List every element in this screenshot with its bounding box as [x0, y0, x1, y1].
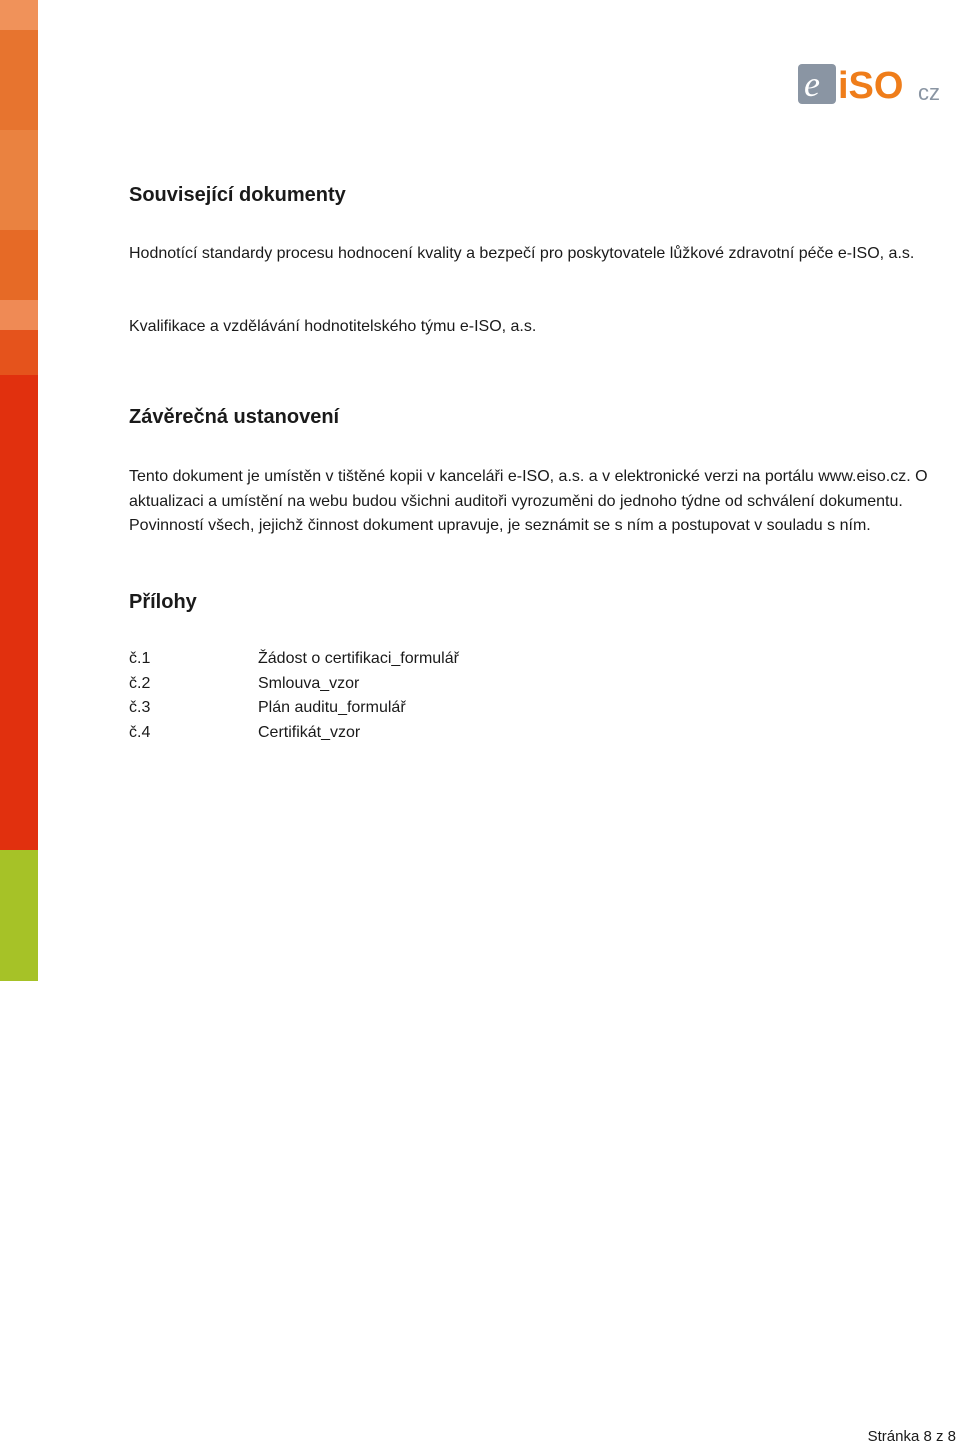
- attachments-list: [129, 650, 459, 748]
- attachment-row: [129, 699, 459, 724]
- attachment-name: Smlouva_vzor: [258, 674, 360, 692]
- attachment-name: Certifikát_vzor: [258, 723, 361, 741]
- attachment-number: č.1: [129, 650, 151, 667]
- strip-segment: [0, 130, 38, 230]
- section-heading-related-documents: Související dokumenty: [129, 184, 346, 206]
- logo-iso: iSO: [838, 65, 904, 107]
- related-document-item: Kvalifikace a vzdělávání hodnotitelského týmu e-ISO, a.s.: [129, 318, 537, 335]
- attachment-row: [129, 724, 459, 749]
- attachment-name: Žádost o certifikaci_formulář: [258, 650, 459, 667]
- attachment-name: Plán auditu_formulář: [258, 699, 406, 716]
- section-heading-attachments: Přílohy: [129, 591, 197, 613]
- attachment-number: č.4: [129, 723, 151, 741]
- attachment-row: [129, 650, 459, 675]
- final-provisions-text: Tento dokument je umístěn v tištěné kopii v kanceláři e-ISO, a.s. a v elektronické verzi na portálu www.eiso.cz. O aktualizaci a umístění na webu budou všichni auditoři vyrozuměni do jednoho týdne od schválení dokumentu. Povinností všech, jejichž činnost dokument upravuje, je seznámit se s ním a postupovat v souladu s ním.: [129, 468, 928, 534]
- strip-segment: [0, 330, 38, 375]
- strip-segment: [0, 375, 38, 850]
- left-color-strip: [0, 0, 38, 981]
- strip-segment: [0, 30, 38, 130]
- strip-segment: [0, 300, 38, 330]
- attachment-row: [129, 675, 459, 700]
- eiso-logo: [796, 60, 958, 108]
- strip-segment: [0, 230, 38, 300]
- page-number: Stránka 8 z 8: [867, 1428, 956, 1445]
- related-document-item: Hodnotící standardy procesu hodnocení kvality a bezpečí pro poskytovatele lůžkové zdravotní péče e-ISO, a.s.: [129, 245, 915, 262]
- section-heading-final-provisions: Závěrečná ustanovení: [129, 406, 340, 428]
- logo-cz: cz: [918, 80, 940, 105]
- strip-segment: [0, 0, 38, 30]
- attachment-number: č.2: [129, 674, 151, 692]
- attachment-number: č.3: [129, 699, 151, 716]
- logo-e: e: [804, 64, 820, 104]
- strip-segment: [0, 850, 38, 981]
